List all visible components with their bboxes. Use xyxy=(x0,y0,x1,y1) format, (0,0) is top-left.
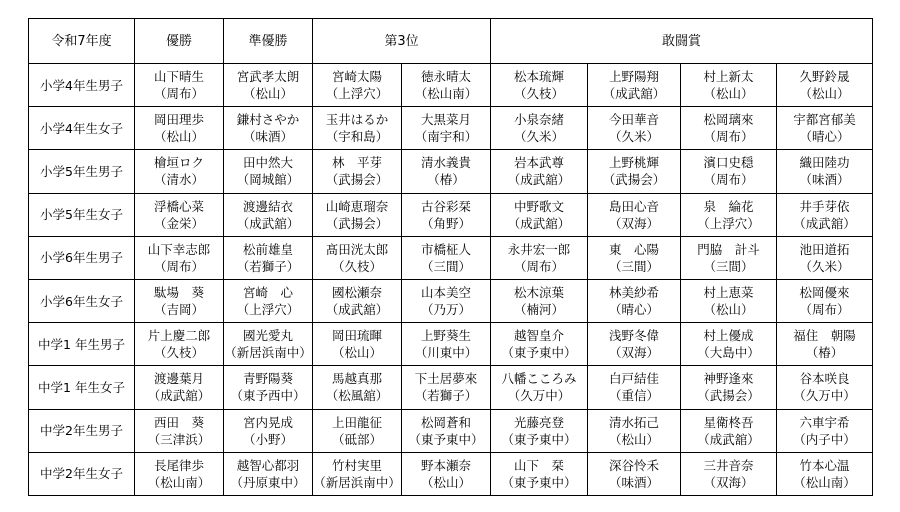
player-club: （重信） xyxy=(608,388,659,404)
player-club: （成武舘） xyxy=(697,431,760,447)
player-club: （宇和島） xyxy=(325,129,389,145)
entry-cell xyxy=(402,323,491,366)
entry-cell xyxy=(135,150,224,193)
player-name: 鎌村さやか xyxy=(236,112,300,128)
table-row xyxy=(29,64,873,107)
player-club: （周布） xyxy=(703,129,754,145)
player-name: 八幡こころみ xyxy=(501,371,577,387)
player-name: 宮内晃成 xyxy=(242,414,293,430)
category-cell: 中学1 年生男子 xyxy=(29,323,135,366)
player-club: （武揚会） xyxy=(325,215,389,231)
entry-cell xyxy=(313,64,402,107)
player-name: 島田心音 xyxy=(608,198,659,214)
player-name: 青野陽葵 xyxy=(242,371,293,387)
table-row xyxy=(29,452,873,495)
entry-cell xyxy=(491,323,588,366)
entry-cell xyxy=(224,150,313,193)
results-table xyxy=(28,18,873,496)
player-club: （丹原東中） xyxy=(230,474,306,490)
player-club: （松山） xyxy=(799,86,850,102)
header-year: 令和7年度 xyxy=(29,19,135,64)
player-name: 越智皇介 xyxy=(513,328,564,344)
entry-cell xyxy=(224,236,313,279)
player-name: 深谷怜禾 xyxy=(608,457,659,473)
entry-cell xyxy=(588,193,681,236)
entry-cell xyxy=(491,409,588,452)
player-name: 宮武孝太朗 xyxy=(236,69,300,85)
category-cell: 小学4年生男子 xyxy=(29,64,135,107)
player-name: 福住 朝陽 xyxy=(793,328,856,344)
player-name: 村上新太 xyxy=(703,69,754,85)
player-name: 松前雄皇 xyxy=(242,241,293,257)
player-club: （上浮穴） xyxy=(325,86,389,102)
player-club: （周布） xyxy=(153,258,204,274)
player-name: 三井音奈 xyxy=(703,457,754,473)
player-club: （椿） xyxy=(427,172,465,188)
player-club: （松山南） xyxy=(414,86,478,102)
table-row xyxy=(29,107,873,150)
player-club: （若獅子） xyxy=(236,258,300,274)
player-club: （武揚会） xyxy=(325,172,389,188)
player-name: 檜垣ロク xyxy=(153,155,204,171)
entry-cell xyxy=(402,236,491,279)
player-club: （川東中） xyxy=(414,345,478,361)
entry-cell xyxy=(313,409,402,452)
player-name: 岩本武尊 xyxy=(513,155,564,171)
player-name: 國松瀬奈 xyxy=(331,285,382,301)
player-name: 浮橋心菜 xyxy=(153,198,204,214)
entry-cell xyxy=(313,193,402,236)
table-row xyxy=(29,193,873,236)
entry-cell xyxy=(588,279,681,322)
entry-cell xyxy=(224,193,313,236)
entry-cell xyxy=(135,193,224,236)
entry-cell xyxy=(588,409,681,452)
entry-cell xyxy=(313,236,402,279)
player-club: （晴心） xyxy=(799,129,850,145)
player-name: 山崎恵瑠奈 xyxy=(325,198,389,214)
entry-cell xyxy=(681,150,777,193)
player-club: （周布） xyxy=(153,86,204,102)
player-club: （清水） xyxy=(153,172,204,188)
entry-cell xyxy=(491,64,588,107)
player-club: （東予東中） xyxy=(501,431,577,447)
entry-cell xyxy=(135,366,224,409)
player-club: （大島中） xyxy=(697,345,760,361)
entry-cell xyxy=(681,193,777,236)
header-third-place: 第3位 xyxy=(313,19,491,64)
player-club: （味酒） xyxy=(799,172,850,188)
player-club: （松山） xyxy=(703,302,754,318)
player-name: 清水義貴 xyxy=(420,155,471,171)
player-name: 山下晴生 xyxy=(153,69,204,85)
player-name: 池田道拓 xyxy=(799,241,850,257)
player-name: 濱口史穏 xyxy=(703,155,754,171)
entry-cell xyxy=(681,366,777,409)
player-name: 馬越真那 xyxy=(331,371,382,387)
player-name: 西田 葵 xyxy=(153,414,204,430)
player-club: （若獅子） xyxy=(414,388,478,404)
player-name: 山下幸志郎 xyxy=(147,241,211,257)
category-cell: 小学6年生女子 xyxy=(29,279,135,322)
player-club: （楠河） xyxy=(513,302,564,318)
entry-cell xyxy=(777,64,873,107)
player-club: （松山） xyxy=(703,86,754,102)
entry-cell xyxy=(135,107,224,150)
table-row xyxy=(29,323,873,366)
player-club: （松風舘） xyxy=(325,388,389,404)
player-club: （岡城館） xyxy=(236,172,300,188)
player-name: 松木涼葉 xyxy=(513,285,564,301)
player-name: 久野鈴晟 xyxy=(799,69,850,85)
entry-cell xyxy=(402,107,491,150)
entry-cell xyxy=(588,236,681,279)
player-name: 大黒菜月 xyxy=(420,112,471,128)
player-club: （双海） xyxy=(703,474,754,490)
player-name: 上野桃輝 xyxy=(608,155,659,171)
entry-cell xyxy=(681,236,777,279)
entry-cell xyxy=(402,279,491,322)
player-name: 渡邊葉月 xyxy=(153,371,204,387)
table-row xyxy=(29,409,873,452)
header-runner-up: 準優勝 xyxy=(224,19,313,64)
player-club: （久万中） xyxy=(793,388,856,404)
entry-cell xyxy=(681,64,777,107)
player-name: 下土居夢來 xyxy=(414,371,478,387)
entry-cell xyxy=(491,150,588,193)
player-club: （味酒） xyxy=(242,129,293,145)
entry-cell xyxy=(588,64,681,107)
player-club: （久枝） xyxy=(513,86,564,102)
category-cell: 中学2年生男子 xyxy=(29,409,135,452)
player-club: （東予東中） xyxy=(408,431,484,447)
player-club: （松山） xyxy=(153,129,204,145)
player-club: （成武舘） xyxy=(325,302,389,318)
entry-cell xyxy=(777,236,873,279)
entry-cell xyxy=(588,150,681,193)
player-club: （松山） xyxy=(420,474,471,490)
player-club: （東予東中） xyxy=(501,345,577,361)
player-club: （武揚会） xyxy=(697,388,760,404)
player-name: 市橋柾人 xyxy=(420,241,471,257)
player-club: （金栄） xyxy=(153,215,204,231)
entry-cell xyxy=(777,366,873,409)
player-name: 林美紗希 xyxy=(608,285,659,301)
entry-cell xyxy=(777,150,873,193)
player-club: （成武舘） xyxy=(602,86,666,102)
entry-cell xyxy=(681,409,777,452)
entry-cell xyxy=(313,366,402,409)
player-club: （乃万） xyxy=(420,302,471,318)
player-name: 長尾律歩 xyxy=(153,457,204,473)
player-club: （東予東中） xyxy=(501,474,577,490)
player-name: 國光愛丸 xyxy=(242,328,293,344)
player-club: （三間） xyxy=(420,258,471,274)
player-name: 林 平芽 xyxy=(331,155,382,171)
entry-cell xyxy=(681,279,777,322)
player-club: （成武舘） xyxy=(236,215,300,231)
player-name: 小泉奈緒 xyxy=(513,112,564,128)
header-row xyxy=(29,19,873,64)
player-name: 村上恵菜 xyxy=(703,285,754,301)
entry-cell xyxy=(402,150,491,193)
player-name: 岡田理歩 xyxy=(153,112,204,128)
category-cell: 小学4年生女子 xyxy=(29,107,135,150)
entry-cell xyxy=(135,64,224,107)
player-club: （久万中） xyxy=(507,388,571,404)
player-name: 岡田琉暉 xyxy=(331,328,382,344)
player-name: 古谷彩栞 xyxy=(420,198,471,214)
player-club: （松山） xyxy=(331,345,382,361)
entry-cell xyxy=(402,452,491,495)
player-club: （久米） xyxy=(608,129,659,145)
entry-cell xyxy=(224,409,313,452)
player-name: 松岡蒼和 xyxy=(420,414,471,430)
player-name: 玉井はるか xyxy=(325,112,389,128)
player-club: （内子中） xyxy=(793,431,856,447)
player-club: （晴心） xyxy=(608,302,659,318)
player-name: 渡邊結衣 xyxy=(242,198,293,214)
player-name: 星衛柊吾 xyxy=(703,414,754,430)
entry-cell xyxy=(588,366,681,409)
player-club: （上浮穴） xyxy=(697,215,760,231)
player-club: （三間） xyxy=(608,258,659,274)
entry-cell xyxy=(224,452,313,495)
player-club: （双海） xyxy=(608,215,659,231)
entry-cell xyxy=(681,107,777,150)
player-club: （久枝） xyxy=(331,258,382,274)
entry-cell xyxy=(491,452,588,495)
player-name: 門脇 計斗 xyxy=(697,241,760,257)
entry-cell xyxy=(777,279,873,322)
category-cell: 小学5年生女子 xyxy=(29,193,135,236)
player-name: 竹本心温 xyxy=(799,457,850,473)
player-name: 山本美空 xyxy=(420,285,471,301)
player-club: （成武舘） xyxy=(793,215,856,231)
player-club: （南宇和） xyxy=(414,129,478,145)
table-row xyxy=(29,279,873,322)
entry-cell xyxy=(491,107,588,150)
player-name: 宇都宮郁美 xyxy=(793,112,856,128)
entry-cell xyxy=(491,193,588,236)
entry-cell xyxy=(777,107,873,150)
category-cell: 小学6年生男子 xyxy=(29,236,135,279)
player-club: （三間） xyxy=(703,258,754,274)
player-name: 髙田洸太郎 xyxy=(325,241,389,257)
player-club: （成武舘） xyxy=(507,172,571,188)
player-club: （周布） xyxy=(799,302,850,318)
entry-cell xyxy=(777,409,873,452)
player-name: 上田龍征 xyxy=(331,414,382,430)
entry-cell xyxy=(491,236,588,279)
entry-cell xyxy=(224,323,313,366)
player-name: 片上慶二郎 xyxy=(147,328,211,344)
entry-cell xyxy=(313,150,402,193)
entry-cell xyxy=(491,366,588,409)
table-row xyxy=(29,236,873,279)
player-name: 徳永晴太 xyxy=(420,69,471,85)
player-club: （味酒） xyxy=(608,474,659,490)
player-name: 今田華音 xyxy=(608,112,659,128)
player-club: （周布） xyxy=(703,172,754,188)
header-winner: 優勝 xyxy=(135,19,224,64)
player-club: （成武舘） xyxy=(147,388,211,404)
player-name: 東 心陽 xyxy=(608,241,659,257)
player-club: （角野） xyxy=(420,215,471,231)
table-row xyxy=(29,150,873,193)
player-name: 永井宏一郎 xyxy=(507,241,571,257)
player-club: （三津浜） xyxy=(147,431,211,447)
player-club: （小野） xyxy=(242,431,293,447)
entry-cell xyxy=(224,107,313,150)
player-club: （久米） xyxy=(513,129,564,145)
player-club: （久枝） xyxy=(153,345,204,361)
player-club: （周布） xyxy=(513,258,564,274)
entry-cell xyxy=(588,323,681,366)
player-name: 上野陽翔 xyxy=(608,69,659,85)
entry-cell xyxy=(135,236,224,279)
player-name: 宮崎太陽 xyxy=(331,69,382,85)
entry-cell xyxy=(313,107,402,150)
player-club: （武揚会） xyxy=(602,172,666,188)
player-name: 織田陸功 xyxy=(799,155,850,171)
player-club: （双海） xyxy=(608,345,659,361)
header-fighting-spirit-award: 敢闘賞 xyxy=(491,19,873,64)
player-club: （久米） xyxy=(799,258,850,274)
entry-cell xyxy=(224,366,313,409)
entry-cell xyxy=(777,452,873,495)
entry-cell xyxy=(135,323,224,366)
entry-cell xyxy=(681,323,777,366)
entry-cell xyxy=(681,452,777,495)
entry-cell xyxy=(313,452,402,495)
category-cell: 中学1 年生女子 xyxy=(29,366,135,409)
entry-cell xyxy=(224,279,313,322)
player-name: 駄場 葵 xyxy=(153,285,204,301)
player-club: （松山南） xyxy=(147,474,211,490)
player-name: 清水拓己 xyxy=(608,414,659,430)
player-name: 上野葵生 xyxy=(420,328,471,344)
player-name: 松本琉輝 xyxy=(513,69,564,85)
player-name: 野本瀬奈 xyxy=(420,457,471,473)
entry-cell xyxy=(777,323,873,366)
player-name: 白戸結佳 xyxy=(608,371,659,387)
entry-cell xyxy=(777,193,873,236)
player-name: 神野逢來 xyxy=(703,371,754,387)
entry-cell xyxy=(491,279,588,322)
player-club: （成武舘） xyxy=(507,215,571,231)
table-row xyxy=(29,366,873,409)
player-club: （砥部） xyxy=(331,431,382,447)
player-name: 村上優成 xyxy=(703,328,754,344)
category-cell: 小学5年生男子 xyxy=(29,150,135,193)
player-name: 松岡優來 xyxy=(799,285,850,301)
player-club: （新居浜南中） xyxy=(224,345,312,361)
player-name: 六車宇希 xyxy=(799,414,850,430)
player-name: 谷本咲良 xyxy=(799,371,850,387)
entry-cell xyxy=(135,409,224,452)
player-name: 越智心都羽 xyxy=(236,457,300,473)
entry-cell xyxy=(135,452,224,495)
entry-cell xyxy=(588,107,681,150)
category-cell: 中学2年生女子 xyxy=(29,452,135,495)
player-name: 竹村実里 xyxy=(331,457,382,473)
entry-cell xyxy=(402,64,491,107)
entry-cell xyxy=(224,64,313,107)
entry-cell xyxy=(588,452,681,495)
player-club: （吉岡） xyxy=(153,302,204,318)
entry-cell xyxy=(402,193,491,236)
player-name: 田中然大 xyxy=(242,155,293,171)
player-club: （松山） xyxy=(608,431,659,447)
player-name: 井手芽依 xyxy=(799,198,850,214)
player-name: 松岡璃來 xyxy=(703,112,754,128)
entry-cell xyxy=(313,323,402,366)
player-club: （松山） xyxy=(242,86,293,102)
entry-cell xyxy=(135,279,224,322)
player-club: （東予西中） xyxy=(230,388,306,404)
player-club: （上浮穴） xyxy=(236,302,300,318)
player-name: 山下 栞 xyxy=(513,457,564,473)
player-name: 中野歌文 xyxy=(513,198,564,214)
player-name: 光藤亮登 xyxy=(513,414,564,430)
player-club: （松山南） xyxy=(793,474,856,490)
player-club: （椿） xyxy=(805,345,844,361)
player-name: 泉 綸花 xyxy=(703,198,754,214)
player-name: 宮崎 心 xyxy=(242,285,293,301)
player-club: （新居浜南中） xyxy=(313,474,401,490)
entry-cell xyxy=(402,409,491,452)
entry-cell xyxy=(402,366,491,409)
player-name: 浅野冬偉 xyxy=(608,328,659,344)
entry-cell xyxy=(313,279,402,322)
